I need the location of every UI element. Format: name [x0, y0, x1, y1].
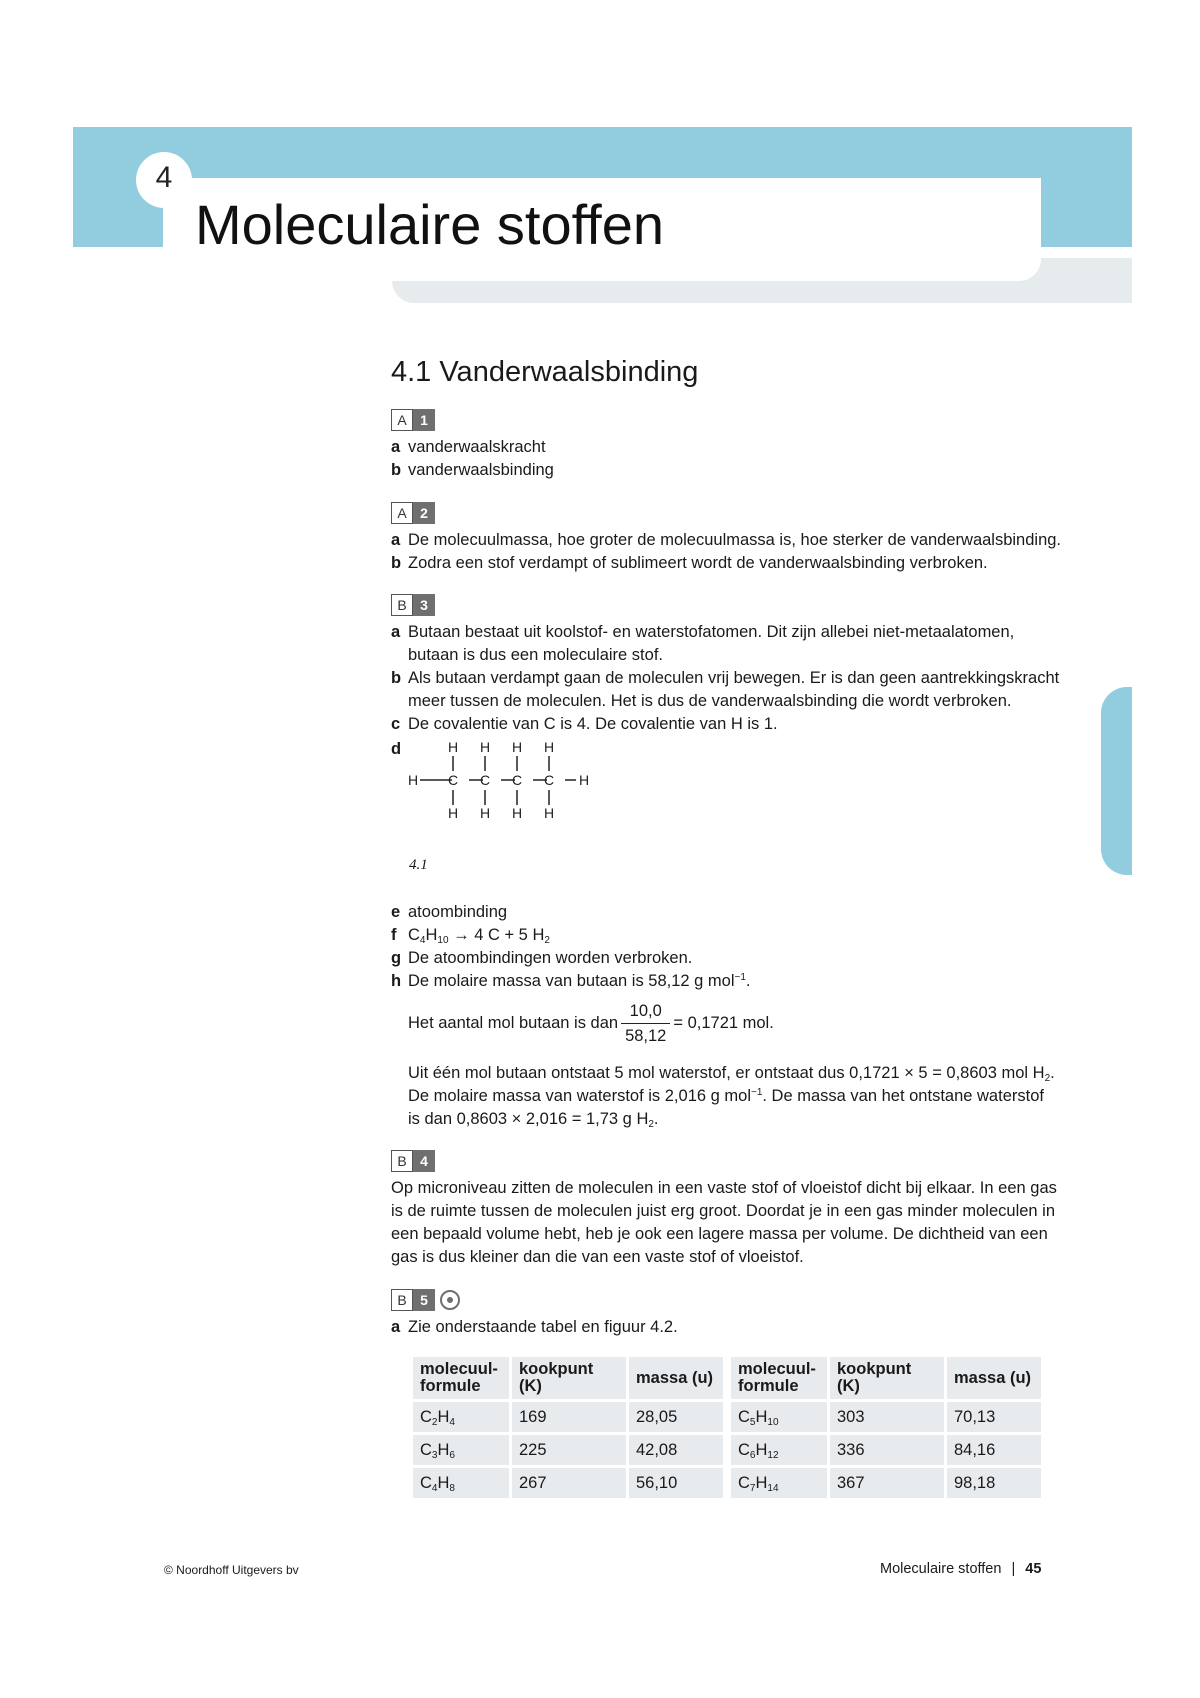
exercise-3-answers-efgh	[391, 901, 751, 993]
chapter-number: 4	[155, 161, 173, 194]
table-row	[731, 1468, 1041, 1498]
formula-cell: $C_6H_{12}$	[731, 1435, 827, 1465]
atom-c: C	[543, 772, 555, 788]
answer-line: meer tussen de moleculen. Het is dus de vanderwaalsbinding die wordt verbroken.	[408, 692, 1012, 710]
massa-cell: 28,05	[629, 1402, 723, 1432]
footer-chapter-name: Moleculaire stoffen	[880, 1561, 1002, 1577]
paragraph-line: is de ruimte tussen de moleculen juist erg groot. Doordat je in een gas minder moleculen in	[391, 1202, 1056, 1220]
kookpunt-cell: 225	[512, 1435, 626, 1465]
exercise-4-answer	[391, 1177, 1057, 1269]
exercise-number: 1	[413, 409, 435, 431]
atom-h: H	[479, 805, 491, 821]
paragraph-line: Uit één mol butaan ontstaat 5 mol waterstof, er ontstaat dus 0,1721 × 5 = 0,8603 mol $H_2$.	[408, 1064, 1055, 1084]
table-header: molecuul- formule	[413, 1357, 509, 1399]
massa-cell: 84,16	[947, 1435, 1041, 1465]
exercise-level: A	[391, 409, 413, 431]
answer-line: g De atoombindingen worden verbroken.	[391, 949, 693, 967]
mol-calculation: Het aantal mol butaan is dan $\frac{10,0}{58,12}$ = 0,1721 mol.	[408, 999, 774, 1048]
paragraph-line: Op microniveau zitten de moleculen in een vaste stof of vloeistof dicht bij elkaar. In een gas	[391, 1179, 1057, 1197]
answer-line: b vanderwaalsbinding	[391, 461, 554, 479]
exercise-1-answers	[391, 436, 554, 482]
atom-h: H	[447, 739, 459, 755]
answer-line: c De covalentie van C is 4. De covalentie van H is 1.	[391, 715, 778, 733]
paragraph-line: is dan 0,8603 × 2,016 = 1,73 g $H_2$.	[408, 1110, 659, 1130]
kookpunt-cell: 336	[830, 1435, 944, 1465]
kookpunt-cell: 303	[830, 1402, 944, 1432]
massa-cell: 42,08	[629, 1435, 723, 1465]
atom-h: H	[447, 805, 459, 821]
data-table-right	[728, 1354, 1044, 1501]
atom-c: C	[479, 772, 491, 788]
hydrogen-calculation	[408, 1062, 1055, 1131]
answer-line: e atoombinding	[391, 903, 508, 921]
atom-h: H	[543, 739, 555, 755]
answer-line: b Zodra een stof verdampt of sublimeert wordt de vanderwaalsbinding verbroken.	[391, 554, 988, 572]
table-header: kookpunt (K)	[512, 1357, 626, 1399]
table-row	[413, 1468, 723, 1498]
answer-line: butaan is dus een moleculaire stof.	[408, 646, 663, 664]
table-header: massa (u)	[629, 1357, 723, 1399]
massa-cell: 70,13	[947, 1402, 1041, 1432]
kookpunt-cell: 169	[512, 1402, 626, 1432]
answer-line: a De molecuulmassa, hoe groter de molecuulmassa is, hoe sterker de vanderwaalsbinding.	[391, 531, 1062, 549]
exercise-number: 2	[413, 502, 435, 524]
atom-h: H	[479, 739, 491, 755]
exercise-level: B	[391, 1289, 413, 1311]
answer-line: a vanderwaalskracht	[391, 438, 546, 456]
atom-c: C	[511, 772, 523, 788]
formula-cell: $C_4H_8$	[413, 1468, 509, 1498]
kookpunt-cell: 267	[512, 1468, 626, 1498]
formula-cell: $C_5H_{10}$	[731, 1402, 827, 1432]
table-row	[413, 1435, 723, 1465]
footer-page-info	[880, 1561, 1041, 1577]
paragraph-line: De molaire massa van waterstof is 2,016 g mol$^{-1}$. De massa van het ontstane waterstof	[408, 1087, 1044, 1105]
exercise-level: B	[391, 594, 413, 616]
fraction: $\frac{10,0}{58,12}$	[621, 999, 670, 1048]
figure-caption: 4.1	[409, 857, 428, 873]
formula-cell: $C_7H_{14}$	[731, 1468, 827, 1498]
exercise-label-4	[391, 1150, 435, 1172]
exercise-number: 4	[413, 1150, 435, 1172]
table-row	[413, 1402, 723, 1432]
paragraph-line: een bepaald volume hebt, heb je ook een lagere massa per volume. De dichtheid van een	[391, 1225, 1048, 1243]
massa-cell: 56,10	[629, 1468, 723, 1498]
data-table-left	[410, 1354, 726, 1501]
formula-cell: $C_3H_6$	[413, 1435, 509, 1465]
side-tab	[1101, 687, 1132, 875]
answer-key-d: d	[391, 740, 402, 758]
answer-line: b Als butaan verdampt gaan de moleculen vrij bewegen. Er is dan geen aantrekkingskracht	[391, 669, 1060, 687]
atom-h: H	[511, 739, 523, 755]
atom-h: H	[511, 805, 523, 821]
footer-separator: |	[1011, 1561, 1016, 1577]
table-header: molecuul- formule	[731, 1357, 827, 1399]
exercise-number: 3	[413, 594, 435, 616]
formula-cell: $C_2H_4$	[413, 1402, 509, 1432]
answer-line: a Zie onderstaande tabel en figuur 4.2.	[391, 1318, 678, 1336]
atom-h: H	[408, 772, 419, 788]
kookpunt-cell: 367	[830, 1468, 944, 1498]
answer-line-formula: f $C_4H_{10} \to 4$ C + 5 $H_2$	[391, 926, 550, 946]
table-row	[731, 1435, 1041, 1465]
exercise-3-answers-abc	[391, 621, 1059, 736]
exercise-number: 5	[413, 1289, 435, 1311]
exercise-level: B	[391, 1150, 413, 1172]
table-header: kookpunt (K)	[830, 1357, 944, 1399]
table-row	[731, 1402, 1041, 1432]
exercise-label-2	[391, 502, 435, 524]
answer-line: a Butaan bestaat uit koolstof- en waterstofatomen. Dit zijn allebei niet-metaalatomen,	[391, 623, 1015, 641]
answer-line: h De molaire massa van butaan is 58,12 g mol$^{-1}$.	[391, 972, 751, 990]
massa-cell: 98,18	[947, 1468, 1041, 1498]
target-icon	[440, 1290, 460, 1310]
exercise-2-answers	[391, 529, 1061, 575]
paragraph-line: gas is dus kleiner dan die van een vaste stof of vloeistof.	[391, 1248, 804, 1266]
table-header: massa (u)	[947, 1357, 1041, 1399]
footer-copyright: © Noordhoff Uitgevers bv	[164, 1563, 299, 1577]
exercise-label-5	[391, 1289, 460, 1311]
exercise-level: A	[391, 502, 413, 524]
exercise-label-3	[391, 594, 435, 616]
atom-c: C	[447, 772, 459, 788]
page-number: 45	[1025, 1561, 1042, 1577]
section-title: 4.1 Vanderwaalsbinding	[391, 356, 699, 388]
butane-structural-formula	[408, 738, 598, 826]
atom-h: H	[543, 805, 555, 821]
atom-h: H	[578, 772, 590, 788]
exercise-label-1	[391, 409, 435, 431]
chapter-title: Moleculaire stoffen	[195, 193, 664, 256]
